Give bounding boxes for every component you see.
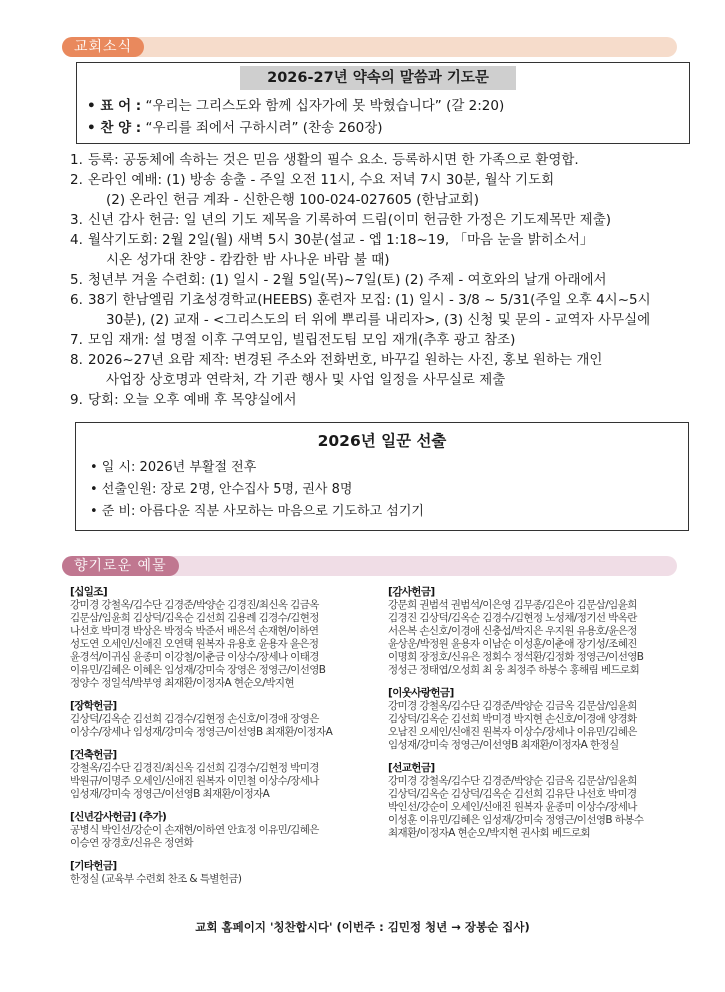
offering-names: 김문삼/임윤희 김상덕/김옥순 김선희 김용례 김경수/김현정 [70,612,319,624]
offering-names: 이상수/장세나 임성재/강미숙 정영근/이선영B 최재환/이정자A [70,726,333,738]
news-item-number: 5. [70,272,83,288]
offering-names: 강미경 강철옥/김수단 김경준/박양순 김금옥 김문삼/임윤희 [388,775,637,787]
offering-group [70,700,360,739]
news-item [70,330,690,350]
offering-heading: [건축헌금] [70,749,117,761]
offering-names: 강철옥/김수단 김경진/최신옥 김선희 김경수/김현정 박미경 [70,762,319,774]
section-bar-church-news [62,37,677,57]
offering-group [70,586,360,690]
news-item-number: 1. [70,152,83,168]
offering-names: 최재환/이정자A 현순오/박지현 권사회 베드로회 [388,827,590,839]
offering-names: 서은복 손신호/이경애 신충섭/박지은 우지원 유용호/윤은정 [388,625,637,637]
offering-names: 임성재/강미숙 정영근/이선영B 최재환/이정자A [70,788,270,800]
news-item-text: 모임 재개: 설 명절 이후 구역모임, 빌립전도팀 모임 재개(추후 광고 참조) [88,332,516,348]
offering-names: 박인선/강순이 오세인/신애진 원복자 윤종미 이상수/장세나 [388,801,637,813]
offering-names: 오남진 오세인/신애진 원복자 이상수/장세나 이유민/김혜은 [388,726,637,738]
offering-names: 임성재/강미숙 정영근/이선영B 최재환/이정자A 한정실 [388,739,619,751]
motto-label: • 표 어 : [87,98,142,114]
offering-names: 강미경 강철옥/김수단 김경준/박양순 김경진/최신옥 김금옥 [70,599,319,611]
election-prepare: • 준 비: 아름다운 직분 사모하는 마음으로 기도하고 섬기기 [90,504,424,519]
news-item-text: 온라인 예배: (1) 방송 송출 - 주일 오전 11시, 수요 저녁 7시 30분, 월삭 기도회 [88,172,555,188]
news-item-number: 2. [70,172,83,188]
section-title-offerings: 향기로운 예물 [62,556,179,576]
news-item-number: 7. [70,332,83,348]
news-item [70,150,690,170]
news-item-number: 3. [70,212,83,228]
offering-names: 김상덕/김옥순 김선희 김경수/김현정 손신호/이경애 장영은 [70,713,319,725]
news-item-text: 38기 한남엘림 기초성경학교(HEEBS) 훈련자 모집: (1) 일시 - 3/8 ~ 5/31(주일 오후 4시~5시 [88,292,651,308]
verse-box [76,62,690,144]
offering-names: 윤경석/이귀심 윤종미 이강철/이춘금 이상수/장세나 이태경 [70,651,319,663]
offering-group [70,860,360,886]
election-date: • 일 시: 2026년 부활절 전후 [90,460,257,475]
news-item-number: 8. [70,352,83,368]
offering-group [388,687,688,752]
news-item [70,210,690,230]
offering-group [388,586,688,677]
offering-names: 나선호 박미경 박상은 박정숙 박준서 배은석 손재현/이하연 [70,625,319,637]
offering-group [388,762,688,840]
news-item-number: 6. [70,292,83,308]
news-item [70,270,690,290]
offering-names: 박원규/이명주 오세인/신애진 원복자 이민철 이상수/장세나 [70,775,319,787]
news-item [70,170,690,210]
offering-names: 이성훈 이유민/김혜은 임성재/강미숙 정영근/이선영B 하봉수 [388,814,644,826]
footer-praise-note: 교회 홈페이지 '칭찬합시다' (이번주 : 김민정 청년 → 장봉순 집사) [195,920,530,934]
offerings-right-column [388,586,688,850]
offering-heading: [이웃사랑헌금] [388,687,454,699]
motto-line [87,97,504,115]
offering-heading: [감사헌금] [388,586,435,598]
offering-names: 윤상운/박정원 윤용자 이남순 이성훈/이춘애 장기성/조혜진 [388,638,637,650]
section-title-church-news: 교회소식 [62,37,144,57]
news-item-text: 월삭기도회: 2월 2일(월) 새벽 5시 30분(설교 - 엡 1:18~19, 「마음 눈을 밝히소서」 [88,232,594,248]
offering-heading: [선교헌금] [388,762,435,774]
news-item-text: 등록: 공동체에 속하는 것은 믿음 생활의 필수 요소. 등록하시면 한 가족으로 환영합. [88,152,579,168]
election-box [75,422,689,531]
offering-names: 이승연 장경호/신유은 정연화 [70,837,193,849]
news-item-text: 청년부 겨울 수련회: (1) 일시 - 2월 5일(목)~7일(토) (2) 주제 - 여호와의 날개 아래에서 [88,272,607,288]
news-item [70,290,690,330]
offering-names: 정성근 정태엽/오성희 최 웅 최정주 하봉수 홍해림 베드로회 [388,664,640,676]
news-item-text: 30분), (2) 교재 - <그리스도의 터 위에 뿌리를 내리자>, (3) 신청 및 문의 - 교역자 사무실에 [106,312,651,328]
hymn-text: “우리를 죄에서 구하시려” (찬송 260장) [145,120,383,136]
offering-names: 강미경 강철옥/김수단 김경준/박양순 김금옥 김문삼/임윤희 [388,700,637,712]
offering-names: 성도연 오세인/신애진 오연택 원복자 유용호 윤용자 윤은정 [70,638,319,650]
news-item [70,230,690,270]
offering-names: 정양수 정일석/박부영 최재환/이정자A 현순오/박지현 [70,677,295,689]
election-count: • 선출인원: 장로 2명, 안수집사 5명, 권사 8명 [90,482,353,497]
news-list [70,150,690,410]
motto-text: “우리는 그리스도와 함께 십자가에 못 박혔습니다” (갈 2:20) [145,98,505,114]
news-item-text: 신년 감사 헌금: 일 년의 기도 제목을 기록하여 드림(이미 헌금한 가정은 기도제목만 제출) [88,212,612,228]
offering-names: 김상덕/김옥순 김선희 박미경 박지현 손신호/이경애 양경화 [388,713,637,725]
news-item-text: (2) 온라인 헌금 계좌 - 신한은행 100-024-027605 (한남교회) [106,192,479,208]
offering-names: 이명희 장정호/신유은 정회수 정석환/김정화 정영근/이선영B [388,651,644,663]
offering-names: 한정실 (교육부 수련회 찬조 & 특별헌금) [70,873,242,885]
hymn-label: • 찬 양 : [87,120,142,136]
election-title: 2026년 일꾼 선출 [317,432,447,450]
offering-names: 강문희 권범석 권범석/이은영 김무종/김은아 김문삼/임윤희 [388,599,637,611]
news-item [70,390,690,410]
offering-group [70,749,360,801]
news-item-number: 4. [70,232,83,248]
offering-names: 공병식 박인선/강순이 손재현/이하연 안효정 이유민/김혜은 [70,824,319,836]
news-item-text: 시온 성가대 찬양 - 캄캄한 밤 사나운 바람 불 때) [106,252,390,268]
hymn-line [87,119,383,137]
offering-heading: [장학헌금] [70,700,117,712]
offering-names: 김경진 김상덕/김옥순 김경수/김현정 노성채/정기선 박옥란 [388,612,637,624]
offering-names: 김상덕/김옥순 김상덕/김옥순 김선희 김유단 나선호 박미경 [388,788,637,800]
offering-heading: [십일조] [70,586,108,598]
offering-names: 이유민/김혜은 이혜은 임성재/강미숙 장영은 정영근/이선영B [70,664,326,676]
news-item [70,350,690,390]
offering-group [70,811,360,850]
offerings-left-column [70,586,360,896]
news-item-text: 당회: 오늘 오후 예배 후 목양실에서 [88,392,297,408]
verse-title: 2026-27년 약속의 말씀과 기도문 [240,66,516,90]
news-item-text: 사업장 상호명과 연락처, 각 기관 행사 및 사업 일정을 사무실로 제출 [106,372,506,388]
news-item-text: 2026~27년 요람 제작: 변경된 주소와 전화번호, 바꾸길 원하는 사진, 홍보 원하는 개인 [88,352,603,368]
offering-heading: [신년감사헌금] (추가) [70,811,167,823]
offering-heading: [기타헌금] [70,860,117,872]
news-item-number: 9. [70,392,83,408]
